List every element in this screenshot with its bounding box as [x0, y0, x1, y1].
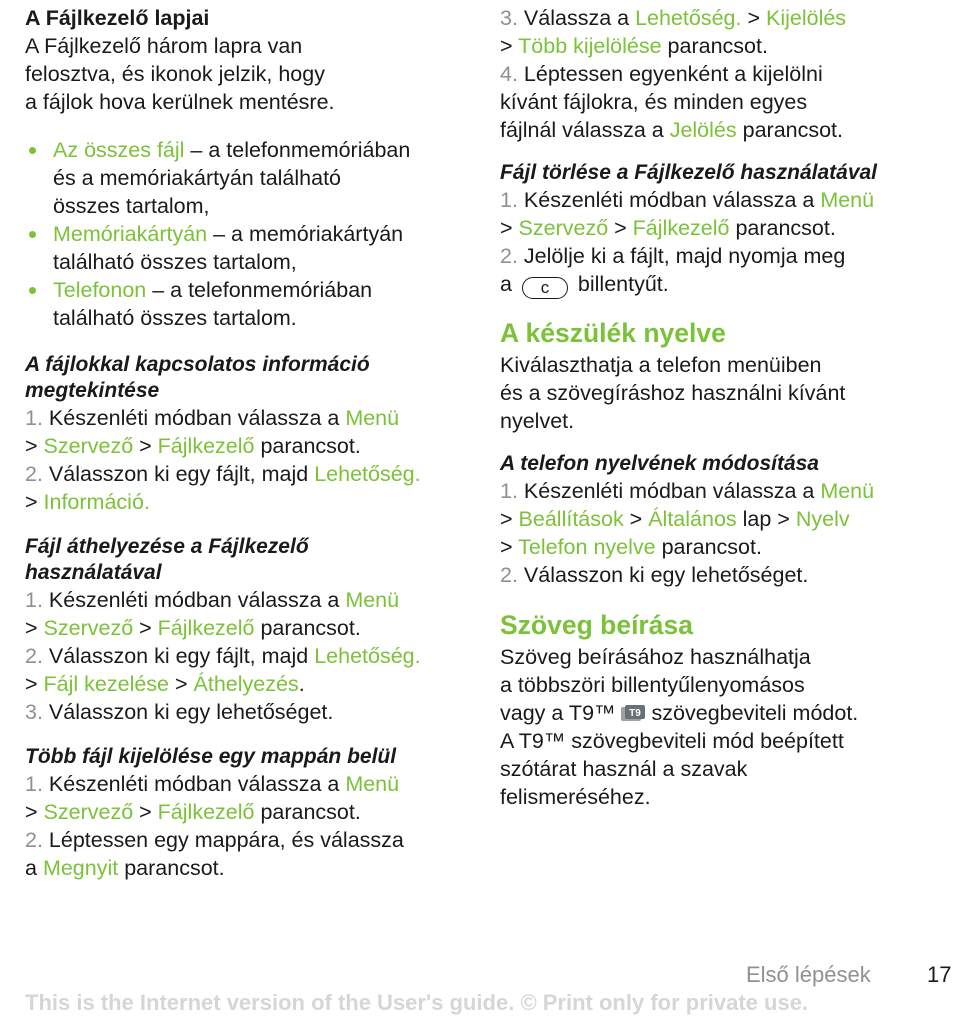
step-item: 1. Készenléti módban válassza a Menü > Szervező > Fájlkezelő parancsot.: [25, 406, 400, 458]
c-key-icon: c: [522, 277, 568, 299]
organizer-link: Szervező: [43, 800, 134, 824]
mark-link: Jelölés: [669, 118, 737, 142]
step-item: 2. Jelölje ki a fájlt, majd nyomja meg a c billentyűt.: [500, 244, 846, 297]
step-item: 1. Készenléti módban válassza a Menü > Szervező > Fájlkezelő parancsot.: [25, 588, 400, 640]
move-link: Áthelyezés: [193, 672, 299, 696]
delete-steps: [500, 186, 960, 299]
tabs-intro-line: felosztva, és ikonok jelzik, hogy: [25, 62, 325, 86]
tabs-intro-line: A Fájlkezelő három lapra van: [25, 34, 303, 58]
manage-file-link: Fájl kezelése: [43, 672, 170, 696]
footer-section-title: Első lépések: [746, 962, 871, 987]
page-number: 17: [927, 962, 952, 987]
select-several-link: Több kijelölése: [518, 34, 662, 58]
heading-select-multiple: Több fájl kijelölése egy mappán belül: [25, 745, 397, 768]
step-item: 2. Válasszon ki egy lehetőséget.: [500, 563, 809, 587]
internet-version-watermark: This is the Internet version of the User's guide. © Print only for private use.: [25, 990, 809, 1015]
step-item: 4. Léptessen egyenként a kijelölni kívánt fájlokra, és minden egyes fájlnál válassza a Jelölés parancsot.: [500, 62, 844, 142]
menu-link: Menü: [345, 406, 400, 430]
step-item: 2. Válasszon ki egy fájlt, majd Lehetőség. > Fájl kezelése > Áthelyezés.: [25, 644, 421, 696]
options-link: Lehetőség.: [314, 644, 421, 668]
phone-language-link: Telefon nyelve: [518, 535, 656, 559]
open-link: Megnyit: [42, 856, 119, 880]
language-link: Nyelv: [795, 507, 850, 531]
bullet-phone: Telefonon – a telefonmemóriában található összes tartalom.: [25, 276, 475, 332]
multi-steps-continued: [500, 4, 960, 144]
menu-link: Menü: [820, 188, 875, 212]
lang-intro-line: és a szövegíráshoz használni kívánt: [500, 381, 846, 405]
menu-link: Menü: [345, 772, 400, 796]
settings-link: Beállítások: [518, 507, 624, 531]
step-item: 2. Léptessen egy mappára, és válassza a Megnyit parancsot.: [25, 828, 404, 880]
general-link: Általános: [648, 507, 737, 531]
bullet-dot: [29, 231, 36, 238]
link-all-files: Az összes fájl: [53, 138, 185, 162]
menu-link: Menü: [820, 479, 875, 503]
file-manager-link: Fájlkezelő: [632, 216, 730, 240]
step-item: 2. Válasszon ki egy fájlt, majd Lehetőség. > Információ.: [25, 462, 421, 514]
file-manager-link: Fájlkezelő: [157, 800, 255, 824]
heading-change-language: A telefon nyelvének módosítása: [500, 452, 819, 475]
heading-phone-language: A készülék nyelve: [500, 318, 726, 348]
right-column: [500, 4, 960, 811]
heading-move-file: Fájl áthelyezése a Fájlkezelő használatával: [25, 535, 309, 584]
step-item: 3. Válassza a Lehetőség. > Kijelölés > Több kijelölése parancsot.: [500, 6, 847, 58]
link-memory-card: Memóriakártyán: [53, 222, 208, 246]
menu-link: Menü: [345, 588, 400, 612]
lang-steps: [500, 477, 960, 589]
bullet-memory-card: Memóriakártyán – a memóriakártyán található összes tartalom,: [25, 220, 475, 276]
heading-text-entry: Szöveg beírása: [500, 610, 693, 640]
file-manager-link: Fájlkezelő: [157, 616, 255, 640]
info-steps: [25, 404, 475, 516]
select-link: Kijelölés: [765, 6, 847, 30]
organizer-link: Szervező: [43, 616, 134, 640]
bullet-dot: [29, 287, 36, 294]
move-steps: [25, 586, 475, 726]
heading-file-manager-tabs: A Fájlkezelő lapjai: [25, 6, 210, 30]
link-phone: Telefonon: [53, 278, 147, 302]
options-link: Lehetőség.: [635, 6, 742, 30]
file-manager-link: Fájlkezelő: [157, 434, 255, 458]
heading-view-file-info: A fájlokkal kapcsolatos információ megtekintése: [25, 353, 370, 402]
organizer-link: Szervező: [518, 216, 609, 240]
t9-input-icon: [620, 702, 646, 721]
step-item: 1. Készenléti módban válassza a Menü > Szervező > Fájlkezelő parancsot.: [500, 188, 875, 240]
bullet-all-files: Az összes fájl – a telefonmemóriában és a memóriakártyán található összes tartalom,: [25, 136, 475, 220]
svg-text:T9: T9: [628, 708, 641, 719]
options-link: Lehetőség.: [314, 462, 421, 486]
multi-steps: [25, 770, 475, 882]
step-item: 1. Készenléti módban válassza a Menü > Szervező > Fájlkezelő parancsot.: [25, 772, 400, 824]
left-column: [25, 4, 475, 882]
tabs-intro-line: a fájlok hova kerülnek mentésre.: [25, 90, 335, 114]
heading-delete-file: Fájl törlése a Fájlkezelő használatával: [500, 161, 878, 184]
tabs-bullet-list: [25, 136, 475, 332]
step-item: 3. Válasszon ki egy lehetőséget.: [25, 700, 334, 724]
lang-intro-line: Kiválaszthatja a telefon menüiben: [500, 353, 822, 377]
lang-intro-line: nyelvet.: [500, 409, 575, 433]
step-item: 1. Készenléti módban válassza a Menü > Beállítások > Általános lap > Nyelv > Telefon nyelve parancsot.: [500, 479, 875, 559]
organizer-link: Szervező: [43, 434, 134, 458]
text-entry-para: Szöveg beírásához használhatja a többszöri billentyűlenyomásos vagy a T9™ T9 szövegbeviteli módot. A T9™ szövegbeviteli mód beépített szótárat használ a szavak felismeréséhez.: [500, 645, 859, 809]
bullet-dot: [29, 147, 36, 154]
information-link: Információ.: [43, 490, 150, 514]
